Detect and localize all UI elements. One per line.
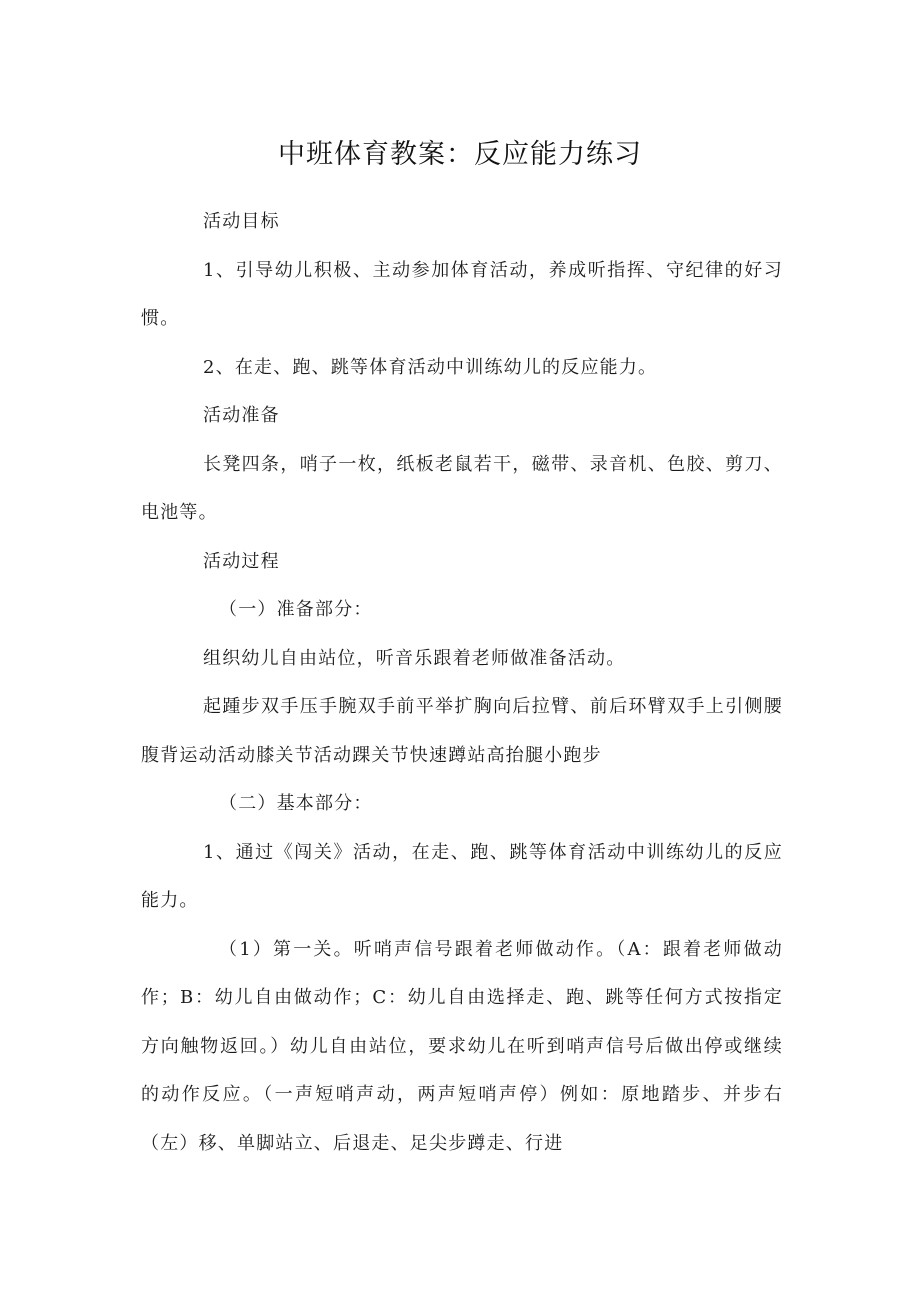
paragraph: 2、在走、跑、跳等体育活动中训练幼儿的反应能力。 <box>203 356 658 378</box>
document-title: 中班体育教案：反应能力练习 <box>278 139 642 170</box>
paragraph: 长凳四条，哨子一枚，纸板老鼠若干，磁带、录音机、色胶、剪刀、电池等。 <box>141 453 783 523</box>
paragraph: （1）第一关。听哨声信号跟着老师做动作。（A：跟着老师做动作；B：幼儿自由做动作；C：幼儿自由选择走、跑、跳等任何方式按指定方向触物返回。）幼儿自由站位，要求幼儿在听到哨声信号后做出停或继续的动作反应。（一声短哨声动，两声短哨声停）例如：原地踏步、并步右（左）移、单脚站立、后退走、足尖步蹲走、行进 <box>141 938 783 1154</box>
subsection-heading: （一）准备部分： <box>219 599 373 620</box>
paragraph: 起踵步双手压手腕双手前平举扩胸向后拉臂、前后环臂双手上引侧腰腹背运动活动膝关节活动踝关节快速蹲站高抬腿小跑步 <box>141 696 783 766</box>
paragraph: 1、引导幼儿积极、主动参加体育活动，养成听指挥、守纪律的好习惯。 <box>141 259 783 329</box>
section-heading-goals: 活动目标 <box>203 211 280 232</box>
paragraph: 组织幼儿自由站位，听音乐跟着老师做准备活动。 <box>203 647 626 669</box>
paragraph: 1、通过《闯关》活动，在走、跑、跳等体育活动中训练幼儿的反应能力。 <box>141 841 783 911</box>
section-heading-preparation: 活动准备 <box>203 405 280 426</box>
document-body <box>141 198 783 1168</box>
subsection-heading: （二）基本部分： <box>219 793 373 814</box>
section-heading-process: 活动过程 <box>203 550 280 572</box>
